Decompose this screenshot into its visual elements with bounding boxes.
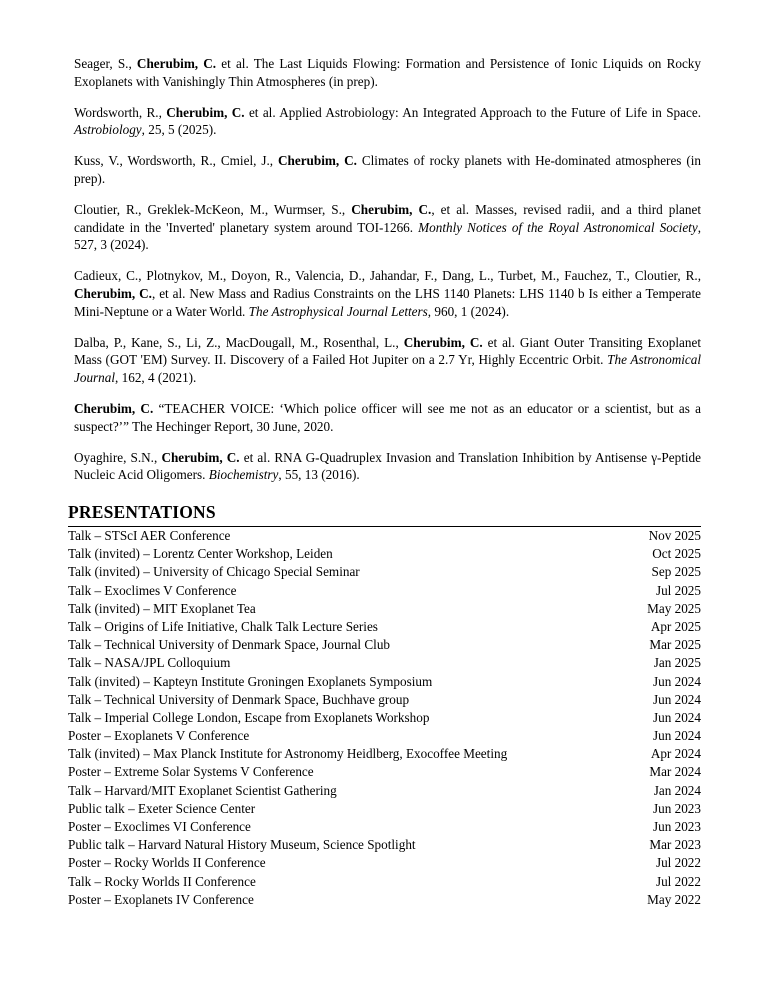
presentation-row: Talk (invited) – Lorentz Center Workshop, Leiden Oct 2025	[68, 546, 701, 562]
presentation-row: Poster – Exoplanets V Conference Jun 2024	[68, 728, 701, 744]
presentation-row: Talk – Exoclimes V Conference Jul 2025	[68, 582, 701, 598]
presentation-row: Talk (invited) – Kapteyn Institute Groningen Exoplanets Symposium Jun 2024	[68, 673, 701, 689]
publication-entry: Cherubim, C. “TEACHER VOICE: ‘Which police officer will see me not as an educator or a scientist, but as a suspect?’” The Hechinger Report, 30 June, 2020.	[74, 400, 702, 434]
publication-entry: Oyaghire, S.N., Cherubim, C. et al. RNA G-Quadruplex Invasion and Translation Inhibition by Antisense γ-Peptide Nucleic Acid Oligomers. Biochemistry, 55, 13 (2016).	[74, 449, 701, 483]
presentation-row: Talk – STScI AER Conference Nov 2025	[68, 528, 701, 543]
presentation-list	[68, 526, 701, 909]
publication-entry: Seager, S., Cherubim, C. et al. The Last Liquids Flowing: Formation and Persistence of Ionic Liquids on Rocky Exoplanets with Vanishingly Thin Atmospheres (in prep).	[74, 56, 701, 89]
presentation-row: Poster – Exoclimes VI Conference Jun 2023	[68, 819, 701, 834]
presentation-row: Talk (invited) – Max Planck Institute for Astronomy Heidlberg, Exocoffee Meeting Apr 2024	[68, 746, 701, 762]
presentation-row: Talk (invited) – MIT Exoplanet Tea May 2025	[68, 600, 701, 616]
section-title-presentations: PRESENTATIONS	[68, 502, 216, 522]
presentation-row: Public talk – Exeter Science Center Jun 2023	[68, 800, 701, 816]
presentation-row: Poster – Rocky Worlds II Conference Jul 2022	[68, 855, 701, 871]
publication-list	[74, 55, 701, 497]
presentation-row: Public talk – Harvard Natural History Museum, Science Spotlight Mar 2023	[68, 837, 701, 853]
presentation-row: Poster – Exoplanets IV Conference May 2022	[68, 891, 701, 907]
presentation-row: Talk – Origins of Life Initiative, Chalk Talk Lecture Series Apr 2025	[68, 618, 701, 634]
presentation-row: Poster – Extreme Solar Systems V Conference Mar 2024	[68, 764, 701, 780]
presentation-row: Talk – Rocky Worlds II Conference Jul 2022	[68, 873, 701, 889]
publication-entry: Cadieux, C., Plotnykov, M., Doyon, R., Valencia, D., Jahandar, F., Dang, L., Turbet, M., Fauchez, T., Cloutier, R., Cherubim, C., et al. New Mass and Radius Constraints on the LHS 1140 Planets: LHS 1140 b Is either a Temperate Mini-Neptune or a Water World. The Astrophysical Journal Letters, 960, 1 (2024).	[74, 268, 701, 319]
presentation-row: Talk – Technical University of Denmark Space, Buchhave group Jun 2024	[68, 691, 701, 707]
presentation-row: Talk – Technical University of Denmark Space, Journal Club Mar 2025	[68, 637, 701, 653]
presentation-row: Talk – NASA/JPL Colloquium Jan 2025	[68, 655, 701, 671]
presentation-row: Talk (invited) – University of Chicago Special Seminar Sep 2025	[68, 564, 701, 580]
publication-entry: Dalba, P., Kane, S., Li, Z., MacDougall, M., Rosenthal, L., Cherubim, C. et al. Giant Outer Transiting Exoplanet Mass (GOT 'EM) Survey. II. Discovery of a Failed Hot Jupiter on a 2.7 Yr, Highly Eccentric Orbit. The Astronomical Journal, 162, 4 (2021).	[74, 334, 701, 385]
publication-entry: Kuss, V., Wordsworth, R., Cmiel, J., Cherubim, C. Climates of rocky planets with He-dominated atmospheres (in prep).	[74, 153, 702, 186]
presentation-row: Talk – Imperial College London, Escape from Exoplanets Workshop Jun 2024	[68, 709, 701, 725]
publication-entry: Wordsworth, R., Cherubim, C. et al. Applied Astrobiology: An Integrated Approach to the Future of Life in Space. Astrobiology, 25, 5 (2025).	[74, 104, 701, 138]
publication-entry: Cloutier, R., Greklek-McKeon, M., Wurmser, S., Cherubim, C., et al. Masses, revised radii, and a third planet candidate in the 'Inverted' planetary system around TOI-1266. Monthly Notices of the Royal Astronomical Society, 527, 3 (2024).	[74, 202, 702, 253]
presentation-row: Talk – Harvard/MIT Exoplanet Scientist Gathering Jan 2024	[68, 782, 701, 798]
